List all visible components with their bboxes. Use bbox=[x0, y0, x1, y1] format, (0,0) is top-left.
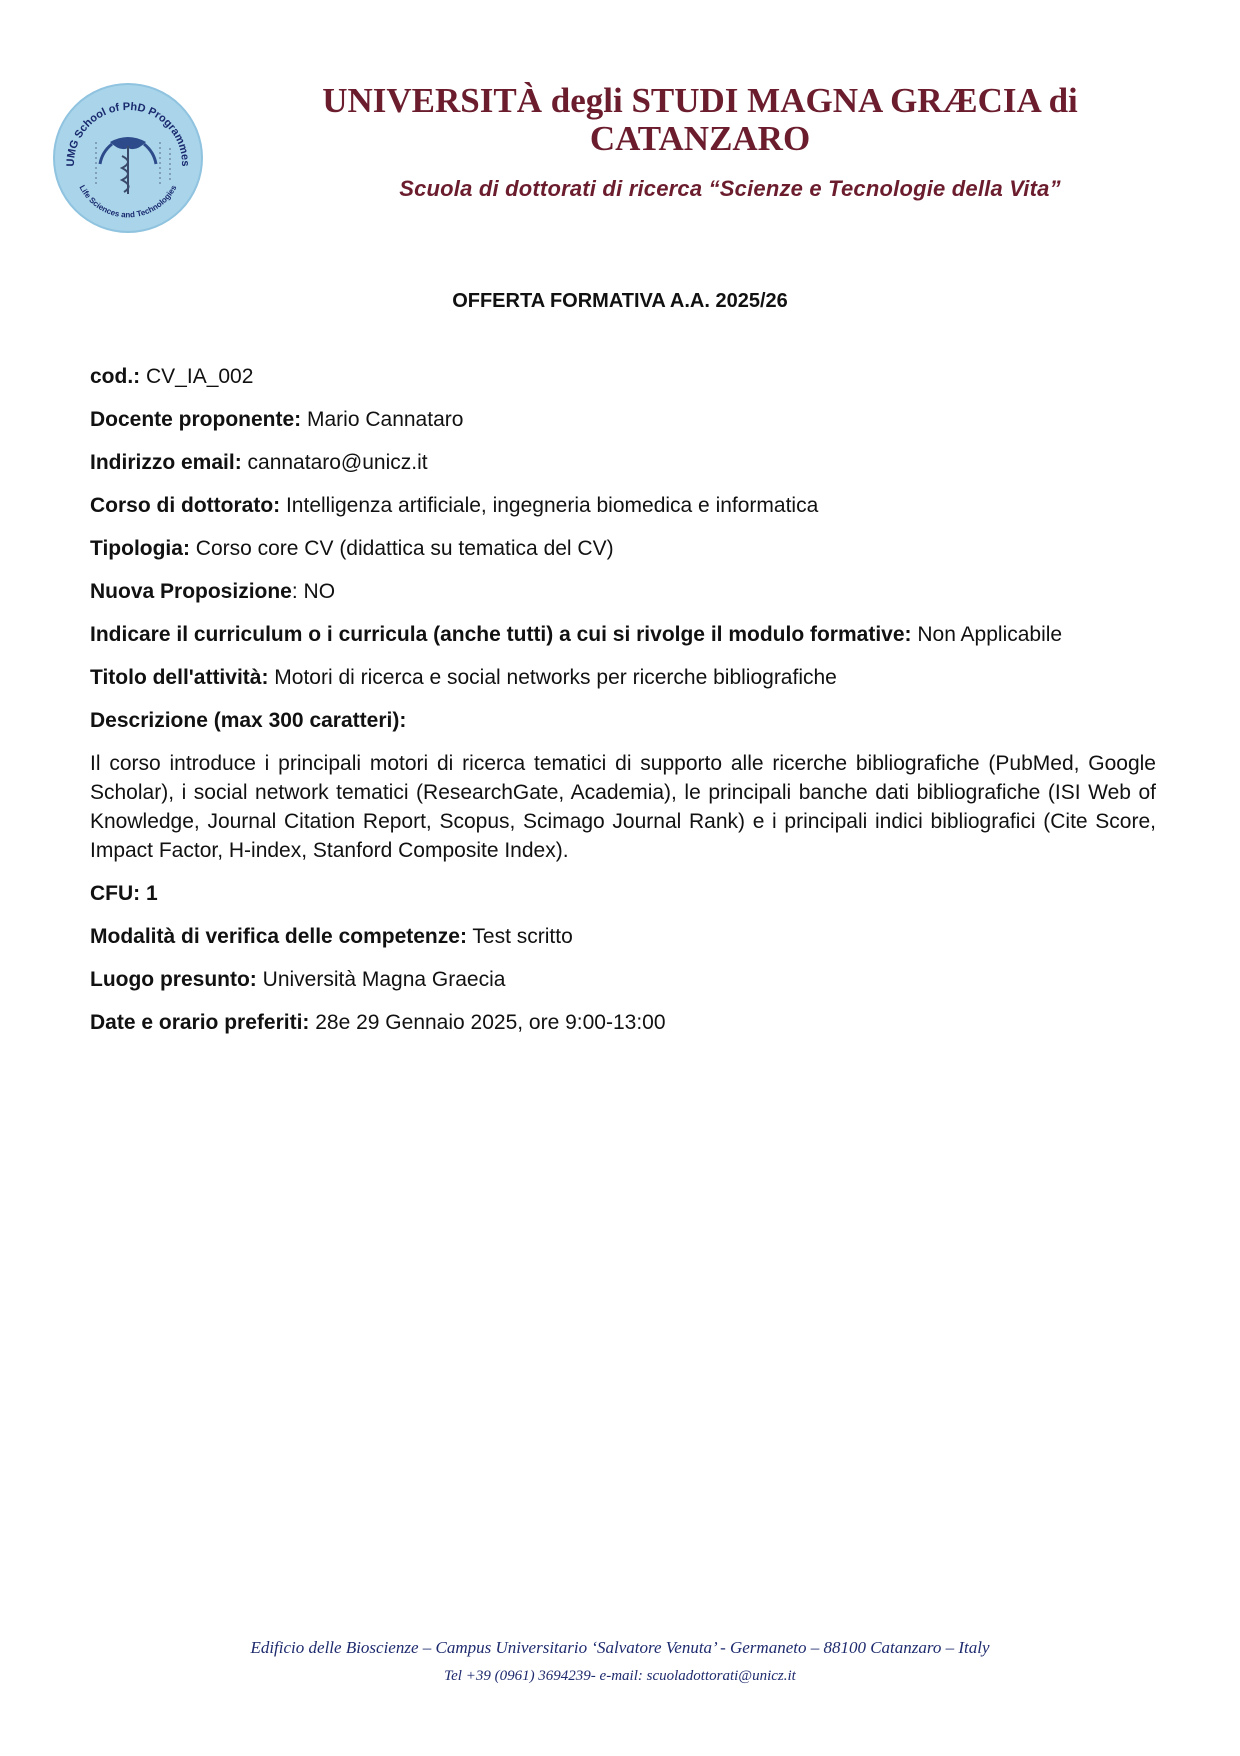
field-cod bbox=[90, 362, 1156, 391]
field-label: Titolo dell'attività: bbox=[90, 666, 269, 689]
field-date bbox=[90, 1008, 1156, 1037]
field-label: Nuova Proposizione bbox=[90, 580, 292, 603]
document-title: OFFERTA FORMATIVA A.A. 2025/26 bbox=[452, 290, 788, 312]
field-corso bbox=[90, 491, 1156, 520]
field-label: CFU: 1 bbox=[90, 882, 158, 905]
field-curriculum bbox=[90, 620, 1156, 649]
field-value: Intelligenza artificiale, ingegneria biomedica e informatica bbox=[280, 494, 819, 517]
field-label: Tipologia: bbox=[90, 537, 190, 560]
field-label: Indicare il curriculum o i curricula (anche tutti) a cui si rivolge il modulo formative: bbox=[90, 623, 912, 646]
logo-bottom-text: Life Sciences and Technologies bbox=[77, 183, 179, 220]
field-value: CV_IA_002 bbox=[140, 365, 254, 388]
field-label: Indirizzo email: bbox=[90, 451, 242, 474]
field-label: Luogo presunto: bbox=[90, 968, 257, 991]
field-value: : NO bbox=[291, 580, 336, 603]
field-value: cannataro@unicz.it bbox=[241, 451, 428, 474]
field-value: Motori di ricerca e social networks per ricerche bibliografiche bbox=[268, 666, 837, 689]
footer-contacts: Tel +39 (0961) 3694239- e-mail: scuoladottorati@unicz.it bbox=[444, 1668, 796, 1684]
field-label: Corso di dottorato: bbox=[90, 494, 281, 517]
university-title-line1: UNIVERSITÀ degli STUDI MAGNA GRÆCIA di bbox=[322, 81, 1078, 120]
field-value: Non Applicabile bbox=[911, 623, 1063, 646]
university-title-line2: CATANZARO bbox=[589, 119, 811, 158]
footer-address: Edificio delle Bioscienze – Campus Universitario ‘Salvatore Venuta’ - Germaneto – 88100 Catanzaro – Italy bbox=[250, 1638, 990, 1657]
course-fields bbox=[90, 362, 1156, 1051]
field-titolo bbox=[90, 663, 1156, 692]
field-value: Corso core CV (didattica su tematica del CV) bbox=[189, 537, 614, 560]
field-cfu bbox=[90, 879, 1156, 908]
field-label: Date e orario preferiti: bbox=[90, 1011, 310, 1034]
school-name: Scuola di dottorati di ricerca “Scienze e Tecnologie della Vita” bbox=[399, 176, 1061, 201]
field-label: cod.: bbox=[90, 365, 141, 388]
field-value: Test scritto bbox=[466, 925, 573, 948]
field-nuova-proposizione bbox=[90, 577, 1156, 606]
field-label: Docente proponente: bbox=[90, 408, 302, 431]
field-value: Mario Cannataro bbox=[301, 408, 464, 431]
field-tipologia bbox=[90, 534, 1156, 563]
field-verifica bbox=[90, 922, 1156, 951]
field-descrizione-label bbox=[90, 706, 1156, 735]
field-value: 28e 29 Gennaio 2025, ore 9:00-13:00 bbox=[309, 1011, 666, 1034]
field-label: Modalità di verifica delle competenze: bbox=[90, 925, 467, 948]
field-label: Descrizione (max 300 caratteri): bbox=[90, 709, 407, 732]
field-email bbox=[90, 448, 1156, 477]
field-luogo bbox=[90, 965, 1156, 994]
school-logo bbox=[52, 82, 204, 234]
field-value: Università Magna Graecia bbox=[256, 968, 506, 991]
field-descrizione-text: Il corso introduce i principali motori di ricerca tematici di supporto alle ricerche bibliografiche (PubMed, Google Scholar), i social network tematici (ResearchGate, Academia), le principali banche dati bibliografiche (ISI Web of Knowledge, Journal Citation Report, Scopus, Scimago Journal Rank) e i principali indici bibliografici (Cite Score, Impact Factor, H-index, Stanford Composite Index). bbox=[90, 752, 1156, 862]
university-title bbox=[300, 82, 1100, 158]
field-docente bbox=[90, 405, 1156, 434]
logo-top-text: UMG School of PhD Programmes bbox=[64, 100, 192, 167]
